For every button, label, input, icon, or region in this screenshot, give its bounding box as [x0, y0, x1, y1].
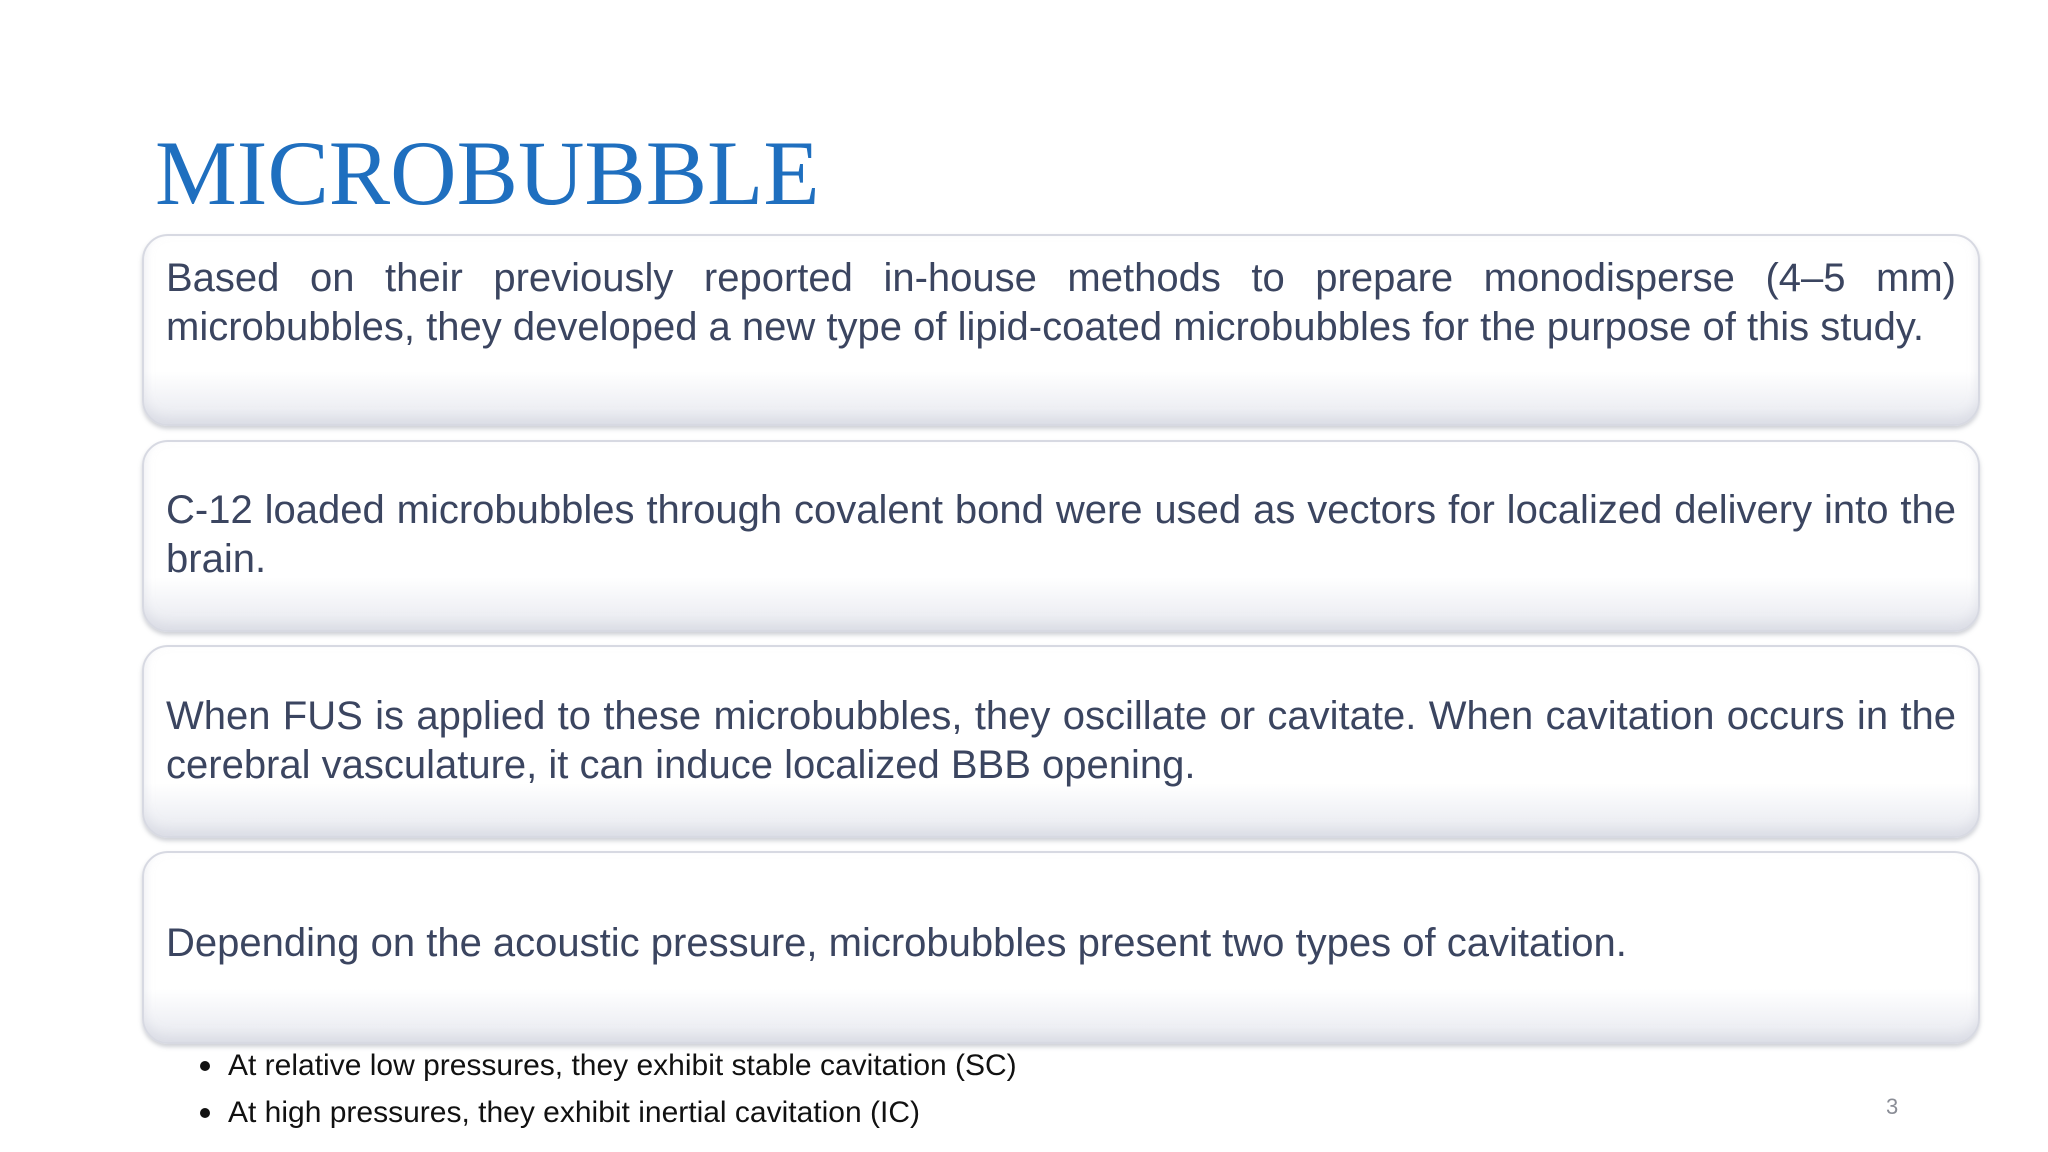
bullet-item-text: At relative low pressures, they exhibit stable cavitation (SC)	[228, 1049, 1017, 1082]
content-box-2-text: C-12 loaded microbubbles through covalent bond were used as vectors for localized delivery into the brain.	[166, 488, 1956, 581]
content-box-1	[142, 234, 1980, 426]
content-box-4	[142, 851, 1980, 1044]
page-number: 3	[1886, 1094, 1899, 1119]
content-box-3-text: When FUS is applied to these microbubbles, they oscillate or cavitate. When cavitation occurs in the cerebral vasculature, it can induce localized BBB opening.	[166, 694, 1956, 787]
content-box-1-text: Based on their previously reported in-house methods to prepare monodisperse (4–5 mm) microbubbles, they developed a new type of lipid-coated microbubbles for the purpose of this study.	[166, 256, 1956, 349]
bullet-dot-icon	[200, 1108, 210, 1118]
bullet-item	[200, 1042, 1017, 1089]
bullet-item	[200, 1089, 1017, 1136]
content-box-4-text: Depending on the acoustic pressure, microbubbles present two types of cavitation.	[166, 921, 1627, 965]
slide-title: MICROBUBBLE	[155, 122, 820, 224]
bullet-dot-icon	[200, 1061, 210, 1071]
bullet-item-text: At high pressures, they exhibit inertial cavitation (IC)	[228, 1096, 920, 1129]
content-box-3	[142, 645, 1980, 838]
content-box-2	[142, 440, 1980, 632]
bullet-list	[200, 1042, 1017, 1136]
